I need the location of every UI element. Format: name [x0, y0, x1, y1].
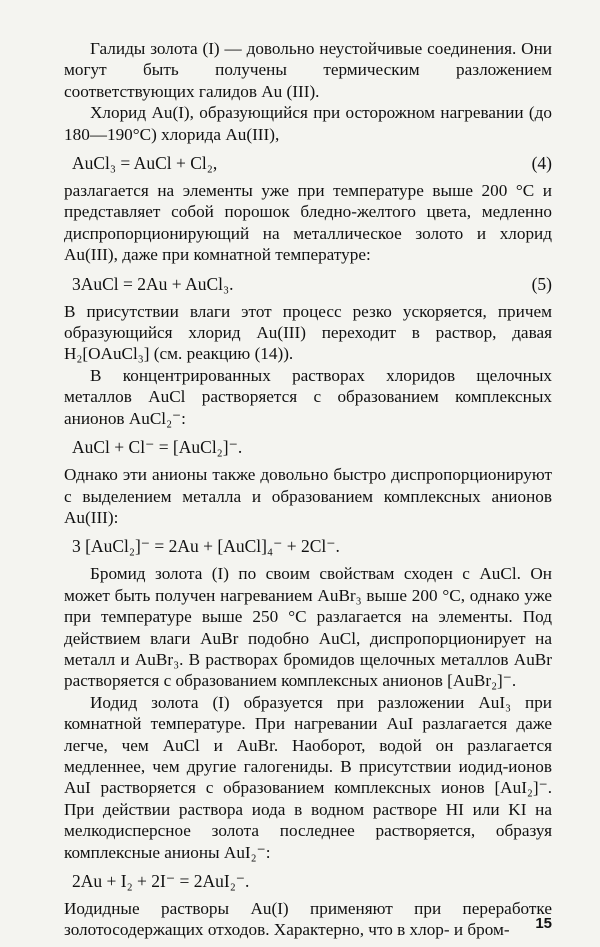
paragraph-anion-disproportionation: Однако эти анионы также довольно быстро диспропорционируют с выделением металла и образованием комплексных анионов Au(III):: [64, 465, 552, 527]
page-number: 15: [535, 915, 552, 932]
equation-4-formula: AuCl₃ = AuCl + Cl₂,: [72, 153, 218, 174]
equation-5-formula: 3AuCl = 2Au + AuCl₃.: [72, 273, 234, 294]
equation-7: [64, 535, 552, 557]
paragraph-moisture: В присутствии влаги этот процесс резко ускоряется, причем образующийся хлорид Au(III) переходит в раствор, давая H₂[OAuCl₃] (см. реакцию (14)).: [64, 301, 552, 364]
paragraph-gold-iodide: Иодид золота (I) образуется при разложении AuI₃ при комнатной температуре. При нагревании AuI разлагается даже легче, чем AuCl и AuBr. Наоборот, водой он разлагается медленнее, чем другие галогениды. В присутствии иодид-ионов AuI растворяется с образованием комплексных ионов [AuI₂]⁻. При действии раствора иода в водном растворе HI или KI на мелкодисперсное золота последнее растворяется, образуя комплексные анионы AuI₂⁻:: [64, 692, 552, 862]
equation-4: [64, 152, 552, 174]
equation-4-number: (4): [531, 153, 552, 174]
equation-8: [64, 870, 552, 892]
equation-6: [64, 436, 552, 458]
paragraph-gold-halides: Галиды золота (I) — довольно неустойчивые соединения. Они могут быть получены термическим разложением соответствующих галидов Au (III).: [64, 39, 552, 101]
equation-8-formula: 2Au + I₂ + 2I⁻ = 2AuI₂⁻.: [72, 871, 250, 891]
paragraph-gold-bromide: Бромид золота (I) по своим свойствам сходен с AuCl. Он может быть получен нагреванием AuBr₃ выше 200 °C, однако уже при температуре выше 250 °C разлагается на элементы. Под действием влаги AuBr подобно AuCl, диспропорционирует на металл и AuBr₃. В растворах бромидов щелочных металлов AuBr растворяется с образованием комплексных анионов [AuBr₂]⁻.: [64, 564, 552, 691]
equation-5-number: (5): [531, 273, 552, 294]
equation-7-formula: 3 [AuCl₂]⁻ = 2Au + [AuCl]₄⁻ + 2Cl⁻.: [72, 536, 340, 557]
paragraph-aucl-heating: Хлорид Au(I), образующийся при осторожном нагревании (до 180—190°C) хлорида Au(III),: [64, 103, 552, 144]
paragraph-iodide-solutions: Иодидные растворы Au(I) применяют при переработке золотосодержащих отходов. Характерно, что в хлор- и бром-: [64, 899, 552, 940]
paragraph-aucl-decomposition: разлагается на элементы уже при температуре выше 200 °C и представляет собой порошок бледно-желтого цвета, медленно диспропорционирующий на металлическое золото и хлорид Au(III), даже при комнатной температуре:: [64, 181, 552, 265]
equation-6-formula: AuCl + Cl⁻ = [AuCl₂]⁻.: [72, 437, 243, 458]
equation-5: [64, 273, 552, 295]
paragraph-alkali-chlorides: В концентрированных растворах хлоридов щелочных металлов AuCl растворяется с образованием комплексных анионов AuCl₂⁻:: [64, 365, 552, 428]
